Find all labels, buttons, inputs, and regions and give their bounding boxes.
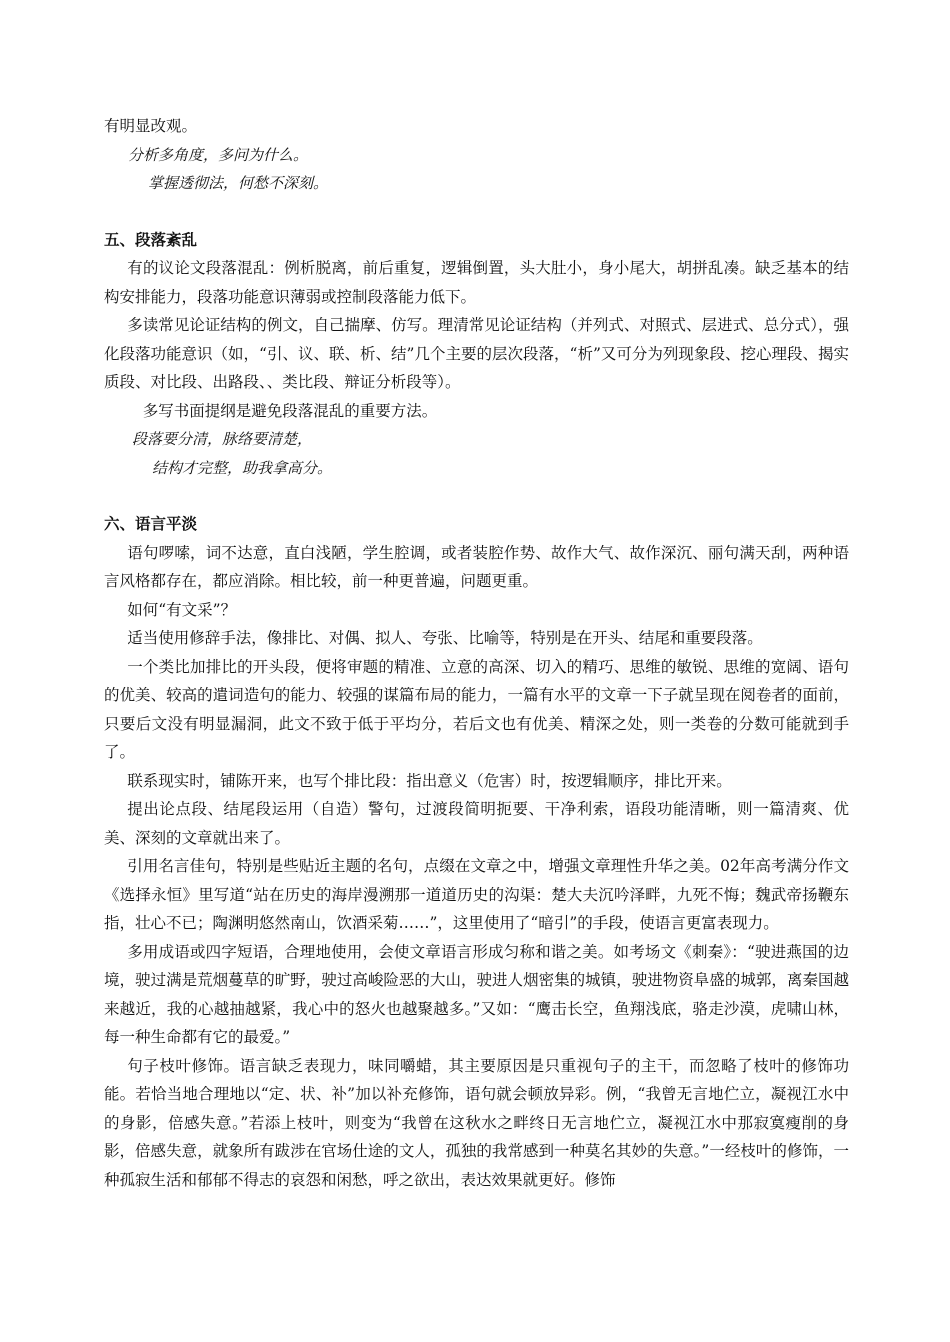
paragraph: 多用成语或四字短语，合理地使用，会使文章语言形成匀称和谐之美。如考场文《刺秦》：“驶进燕国的边境，驶过满是荒烟蔓草的旷野，驶过高峻险恶的大山，驶进人烟密集的城镇，驶进物资阜盛的城郭，离秦国越来越近，我的心越抽越紧，我心中的怒火也越聚越多。”又如：“鹰击长空，鱼翔浅底，骆走沙漠，虎啸山林，每一种生命都有它的最爱。”: [104, 942, 849, 1046]
paragraph: 引用名言佳句，特别是些贴近主题的名句，点缀在文章之中，增强文章理性升华之美。02年高考满分作文《选择永恒》里写道“站在历史的海岸漫溯那一道道历史的沟渠：楚大夫沉吟泽畔，九死不悔；魏武帝扬鞭东指，壮心不已；陶渊明悠然南山，饮酒采菊……”，这里使用了“暗引”的手段，使语言更富表现力。: [104, 857, 849, 932]
verse-line: 掌握透彻法，何愁不深刻。: [148, 174, 329, 192]
paragraph: 联系现实时，铺陈开来，也写个排比段：指出意义（危害）时，按逻辑顺序，排比开来。: [127, 771, 732, 790]
paragraph: 多写书面提纲是避免段落混乱的重要方法。: [142, 401, 438, 420]
paragraph: 多读常见论证结构的例文，自己揣摩、仿写。理清常见论证结构（并列式、对照式、层进式、总分式），强化段落功能意识（如，“引、议、联、析、结”几个主要的层次段落，“析”又可分为列现象段、挖心理段、揭实质段、对比段、出路段、、类比段、辩证分析段等）。: [104, 316, 849, 391]
paragraph: 适当使用修辞手法，像排比、对偶、拟人、夸张、比喻等，特别是在开头、结尾和重要段落。: [127, 629, 763, 647]
paragraph: 提出论点段、结尾段运用（自造）警句，过渡段简明扼要、干净利索，语段功能清晰，则一篇清爽、优美、深刻的文章就出来了。: [104, 800, 849, 847]
paragraph: 有的议论文段落混乱：例析脱离，前后重复，逻辑倒置，头大肚小，身小尾大，胡拼乱凑。缺乏基本的结构安排能力，段落功能意识薄弱或控制段落能力低下。: [104, 259, 849, 306]
section-heading: 六、语言平淡: [104, 515, 198, 533]
spacer: [104, 482, 849, 510]
verse-line: 段落要分清，脉络要清楚，: [132, 430, 313, 448]
continuation-text: 有明显改观。: [104, 117, 198, 135]
paragraph: 语句啰嗦，词不达意，直白浅陋，学生腔调，或者装腔作势、故作大气、故作深沉、丽句满天刮，两种语言风格都存在，都应消除。相比较，前一种更普遍，问题更重。: [104, 543, 849, 590]
section-heading: 五、段落紊乱: [104, 230, 198, 249]
verse-line: 结构才完整，助我拿高分。: [152, 458, 333, 477]
paragraph: 一个类比加排比的开头段，便将审题的精准、立意的高深、切入的精巧、思维的敏锐、思维的宽阔、语句的优美、较高的遣词造句的能力、较强的谋篇布局的能力，一篇有水平的文章一下子就呈现在阅卷者的面前，只要后文没有明显漏洞，此文不致于低于平均分，若后文也有优美、精深之处，则一类卷的分数可能就到手了。: [104, 657, 849, 761]
spacer: [104, 198, 849, 226]
document-page: [104, 112, 849, 1194]
paragraph: 如何“有文采”？: [127, 600, 237, 619]
paragraph: 句子枝叶修饰。语言缺乏表现力，味同嚼蜡，其主要原因是只重视句子的主干，而忽略了枝叶的修饰功能。若恰当地合理地以“定、状、补”加以补充修饰，语句就会顿放异彩。例，“我曾无言地伫立，凝视江水中的身影，倍感失意。”若添上枝叶，则变为“我曾在这秋水之畔终日无言地伫立，凝视江水中那寂寞瘦削的身影，倍感失意，就象所有跋涉在官场仕途的文人，孤独的我常感到一种莫名其妙的失意。”一经枝叶的修饰，一种孤寂生活和郁郁不得志的哀怨和闲愁，呼之欲出，表达效果就更好。修饰: [104, 1056, 849, 1189]
verse-line: 分析多角度，多问为什么。: [128, 145, 309, 164]
